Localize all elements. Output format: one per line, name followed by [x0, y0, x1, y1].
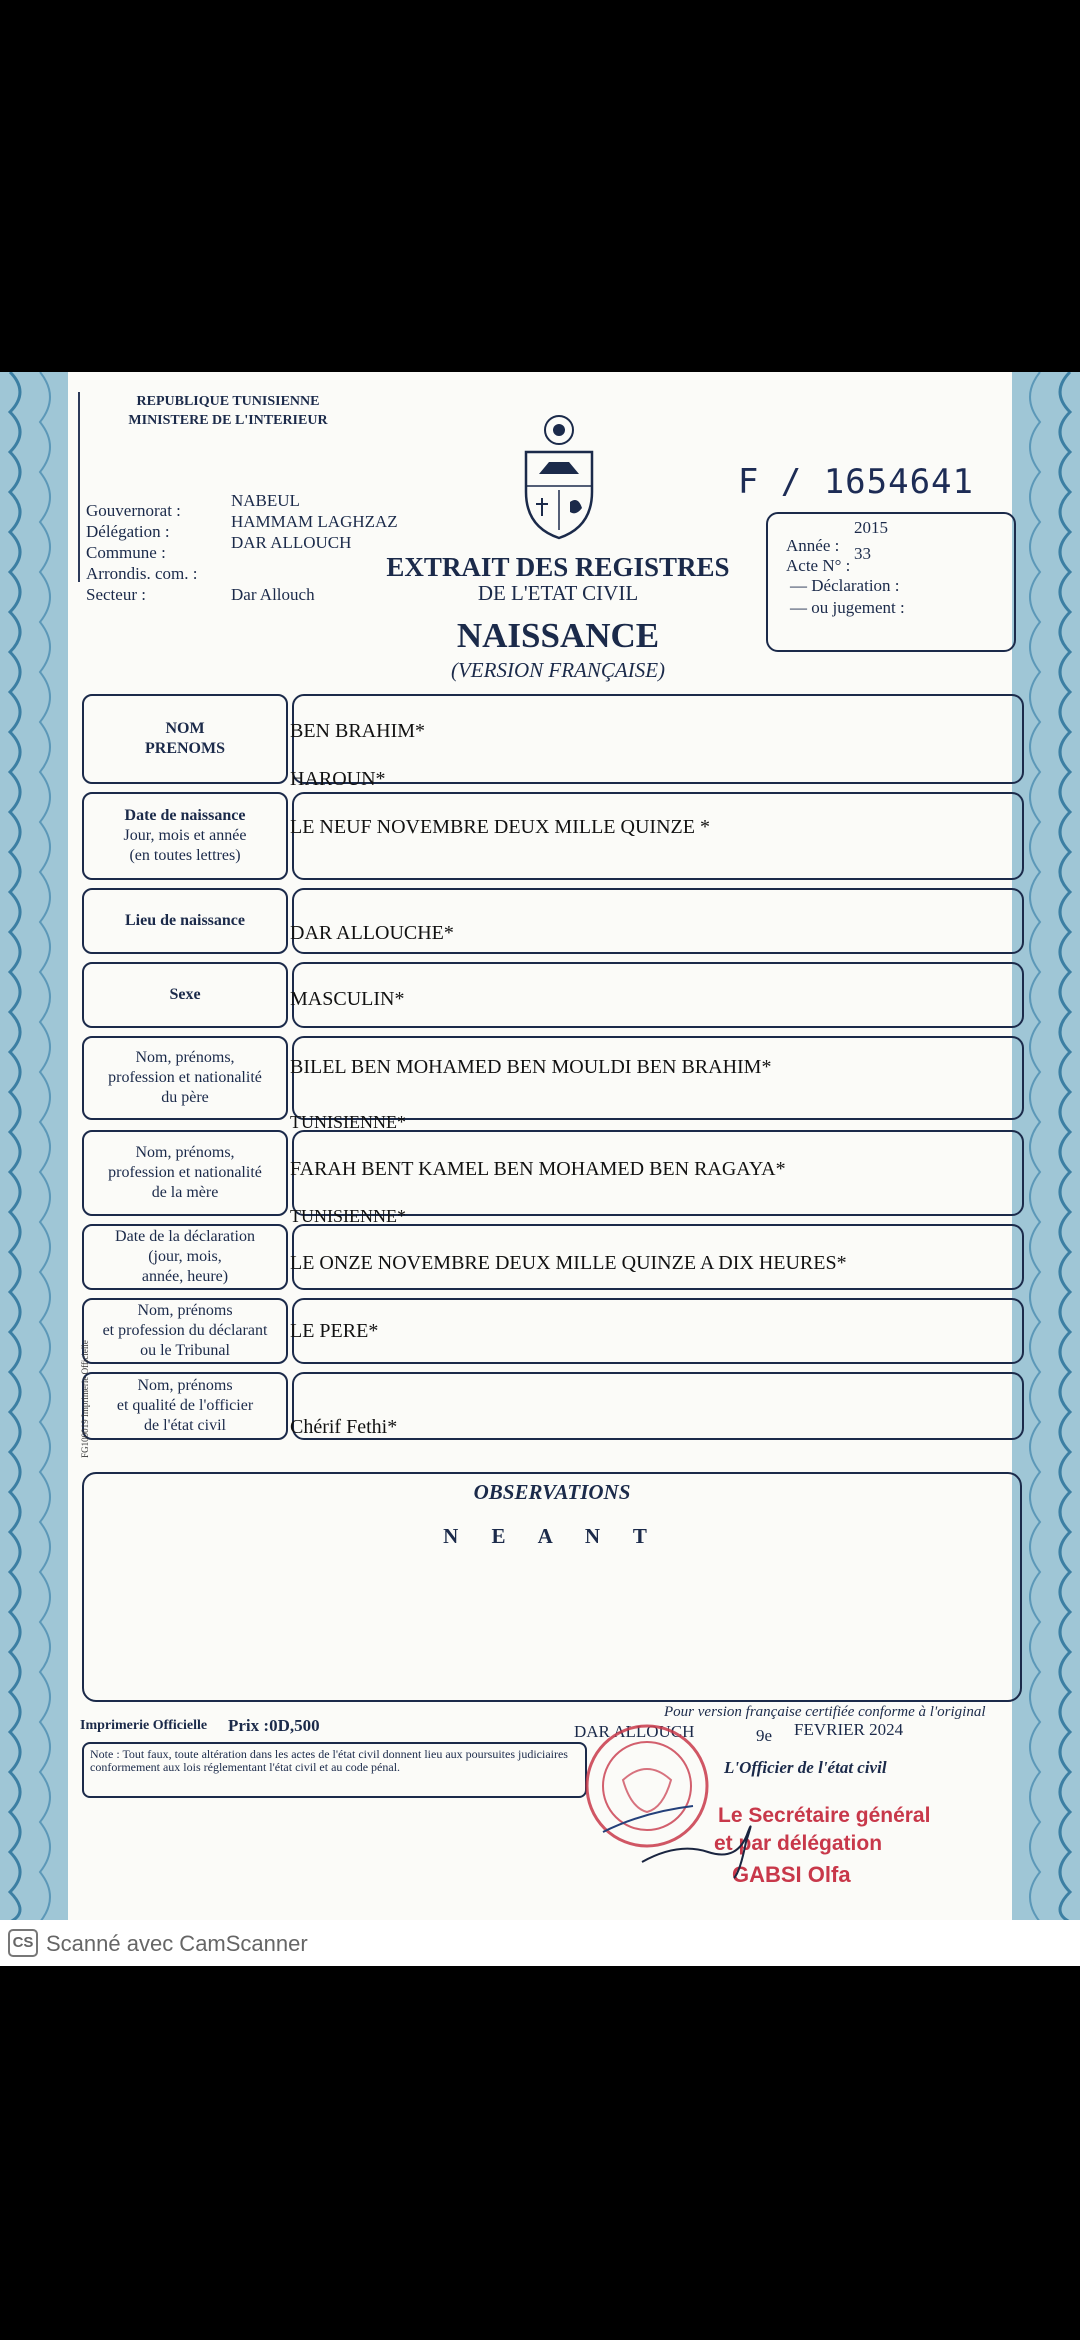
- lieu-value: DAR ALLOUCHE*: [290, 922, 454, 944]
- mere-label1: Nom, prénoms,: [135, 1144, 235, 1161]
- row-declarant: [82, 1298, 1024, 1364]
- administrative-info: [86, 491, 398, 605]
- title-line1: EXTRAIT DES REGISTRES: [386, 552, 730, 582]
- date-naissance-label-box: [82, 792, 288, 880]
- guilloche-border-left: [0, 372, 80, 1922]
- lieu-label-box: [82, 888, 288, 954]
- date-naissance-sublabel1: Jour, mois et année: [123, 827, 247, 844]
- date-naissance-sublabel2: (en toutes lettres): [129, 847, 241, 864]
- document-title: [378, 552, 738, 682]
- issue-place: DAR ALLOUCH: [574, 1722, 695, 1741]
- lieu-label: Lieu de naissance: [124, 912, 245, 929]
- prenoms-label: PRENOMS: [145, 740, 225, 757]
- header-rule: [78, 392, 80, 582]
- declaration-date-value: LE ONZE NOVEMBRE DEUX MILLE QUINZE A DIX HEURES*: [290, 1252, 847, 1274]
- officier-value: Chérif Fethi*: [290, 1416, 398, 1438]
- commune-value: DAR ALLOUCH: [231, 533, 352, 552]
- price: Prix :0D,500: [228, 1716, 320, 1735]
- observations-value: N E A N T: [443, 1524, 661, 1548]
- declarant-label2: et profession du déclarant: [102, 1322, 268, 1339]
- ministry-name: MINISTERE DE L'INTERIEUR: [128, 413, 328, 428]
- observations-box: [82, 1472, 1022, 1702]
- issue-date: FEVRIER 2024: [794, 1720, 904, 1739]
- annee-label: Année :: [786, 536, 840, 555]
- mere-label-box: [82, 1130, 288, 1216]
- camscanner-logo-icon: CS: [8, 1929, 38, 1957]
- document-sheet: [0, 372, 1080, 1922]
- declaration-date-label2: (jour, mois,: [148, 1248, 222, 1265]
- declarant-value: LE PERE*: [290, 1320, 379, 1342]
- side-print-code: FG100019 Imprimerie Officielle: [79, 1340, 90, 1458]
- sexe-label-box: [82, 962, 288, 1028]
- officier-label2: et qualité de l'officier: [116, 1397, 254, 1414]
- declarant-label-box: [82, 1298, 288, 1364]
- row-officier: [82, 1372, 1024, 1440]
- acte-label: Acte N° :: [786, 556, 851, 575]
- pere-nationalite: TUNISIENNE*: [290, 1112, 406, 1132]
- document-reference-number: F / 1654641: [737, 462, 974, 502]
- title-version: (VERSION FRANÇAISE): [450, 658, 666, 682]
- date-naissance-value: LE NEUF NOVEMBRE DEUX MILLE QUINZE *: [290, 816, 710, 838]
- mere-label3: de la mère: [151, 1184, 219, 1201]
- handwritten-signature-icon: [638, 1812, 798, 1882]
- row-lieu-naissance: [82, 888, 1024, 954]
- row-sexe: [82, 962, 1024, 1028]
- nom-label: NOM: [165, 720, 205, 737]
- declaration-date-label3: année, heure): [141, 1268, 229, 1285]
- sexe-label: Sexe: [169, 986, 201, 1003]
- signature-line1: Le Secrétaire général: [718, 1804, 931, 1827]
- camscanner-text: Scanné avec CamScanner: [46, 1931, 308, 1956]
- pere-label2: profession et nationalité: [108, 1069, 262, 1086]
- mere-value: FARAH BENT KAMEL BEN MOHAMED BEN RAGAYA*: [290, 1158, 786, 1180]
- secteur-value: Dar Allouch: [231, 585, 315, 604]
- pere-label1: Nom, prénoms,: [135, 1049, 235, 1066]
- mere-nationalite: TUNISIENNE*: [290, 1206, 406, 1226]
- signature-name: GABSI Olfa: [732, 1862, 851, 1887]
- observations-title: OBSERVATIONS: [473, 1480, 631, 1504]
- declarant-label1: Nom, prénoms: [137, 1302, 233, 1319]
- pere-label3: du père: [161, 1089, 209, 1106]
- officier-label3: de l'état civil: [144, 1417, 226, 1434]
- title-line2: DE L'ETAT CIVIL: [477, 581, 639, 605]
- officier-value-box: [292, 1372, 1024, 1440]
- declarant-label3: ou le Tribunal: [140, 1342, 230, 1359]
- printer-name: Imprimerie Officielle: [80, 1718, 208, 1733]
- legal-note: Note : Tout faux, toute altération dans les actes de l'état civil donnent lieu aux poursuites judiciaires conformement aux lois réglementant l'état civil et au code pénal.: [82, 1742, 587, 1798]
- prenom-value: HAROUN*: [290, 768, 386, 790]
- acte-reference-box: [766, 512, 1016, 652]
- certification-text: Pour version française certifiée conforme à l'original: [664, 1704, 986, 1720]
- arrondissement-label: Arrondis. com. :: [86, 564, 198, 583]
- issue-day: 9e: [756, 1726, 773, 1745]
- delegation-label: Délégation :: [86, 522, 170, 541]
- gouvernorat-value: NABEUL: [231, 491, 300, 510]
- officer-title: L'Officier de l'état civil: [724, 1758, 887, 1777]
- pere-label-box: [82, 1036, 288, 1120]
- coat-of-arms-icon: [514, 412, 604, 542]
- pere-value: BILEL BEN MOHAMED BEN MOULDI BEN BRAHIM*: [290, 1056, 772, 1078]
- acte-number: 33: [854, 544, 871, 563]
- delegation-value: HAMMAM LAGHZAZ: [231, 512, 398, 531]
- commune-label: Commune :: [86, 543, 166, 562]
- officier-label1: Nom, prénoms: [137, 1377, 233, 1394]
- mere-label2: profession et nationalité: [108, 1164, 262, 1181]
- title-naissance: NAISSANCE: [456, 616, 660, 655]
- row-nom: [82, 694, 1024, 784]
- declaration-date-label-box: [82, 1224, 288, 1290]
- signature-line2: et par délégation: [714, 1832, 883, 1855]
- declaration-date-label1: Date de la déclaration: [115, 1228, 255, 1245]
- jugement-label: — ou jugement :: [790, 598, 905, 617]
- acte-year: 2015: [854, 518, 888, 537]
- scanner-watermark-bar: [0, 1920, 1080, 1966]
- sexe-value: MASCULIN*: [290, 988, 405, 1010]
- declarant-value-box: [292, 1298, 1024, 1364]
- nom-value: BEN BRAHIM*: [290, 720, 426, 742]
- issuer-block: [88, 392, 368, 430]
- date-naissance-label: Date de naissance: [124, 807, 246, 824]
- gouvernorat-label: Gouvernorat :: [86, 501, 181, 520]
- declaration-label: — Déclaration :: [790, 576, 900, 595]
- republic-name: REPUBLIQUE TUNISIENNE: [136, 394, 320, 409]
- document-body: [78, 392, 1024, 1912]
- officier-label-box: [82, 1372, 288, 1440]
- nom-label-box: [82, 694, 288, 784]
- secteur-label: Secteur :: [86, 585, 146, 604]
